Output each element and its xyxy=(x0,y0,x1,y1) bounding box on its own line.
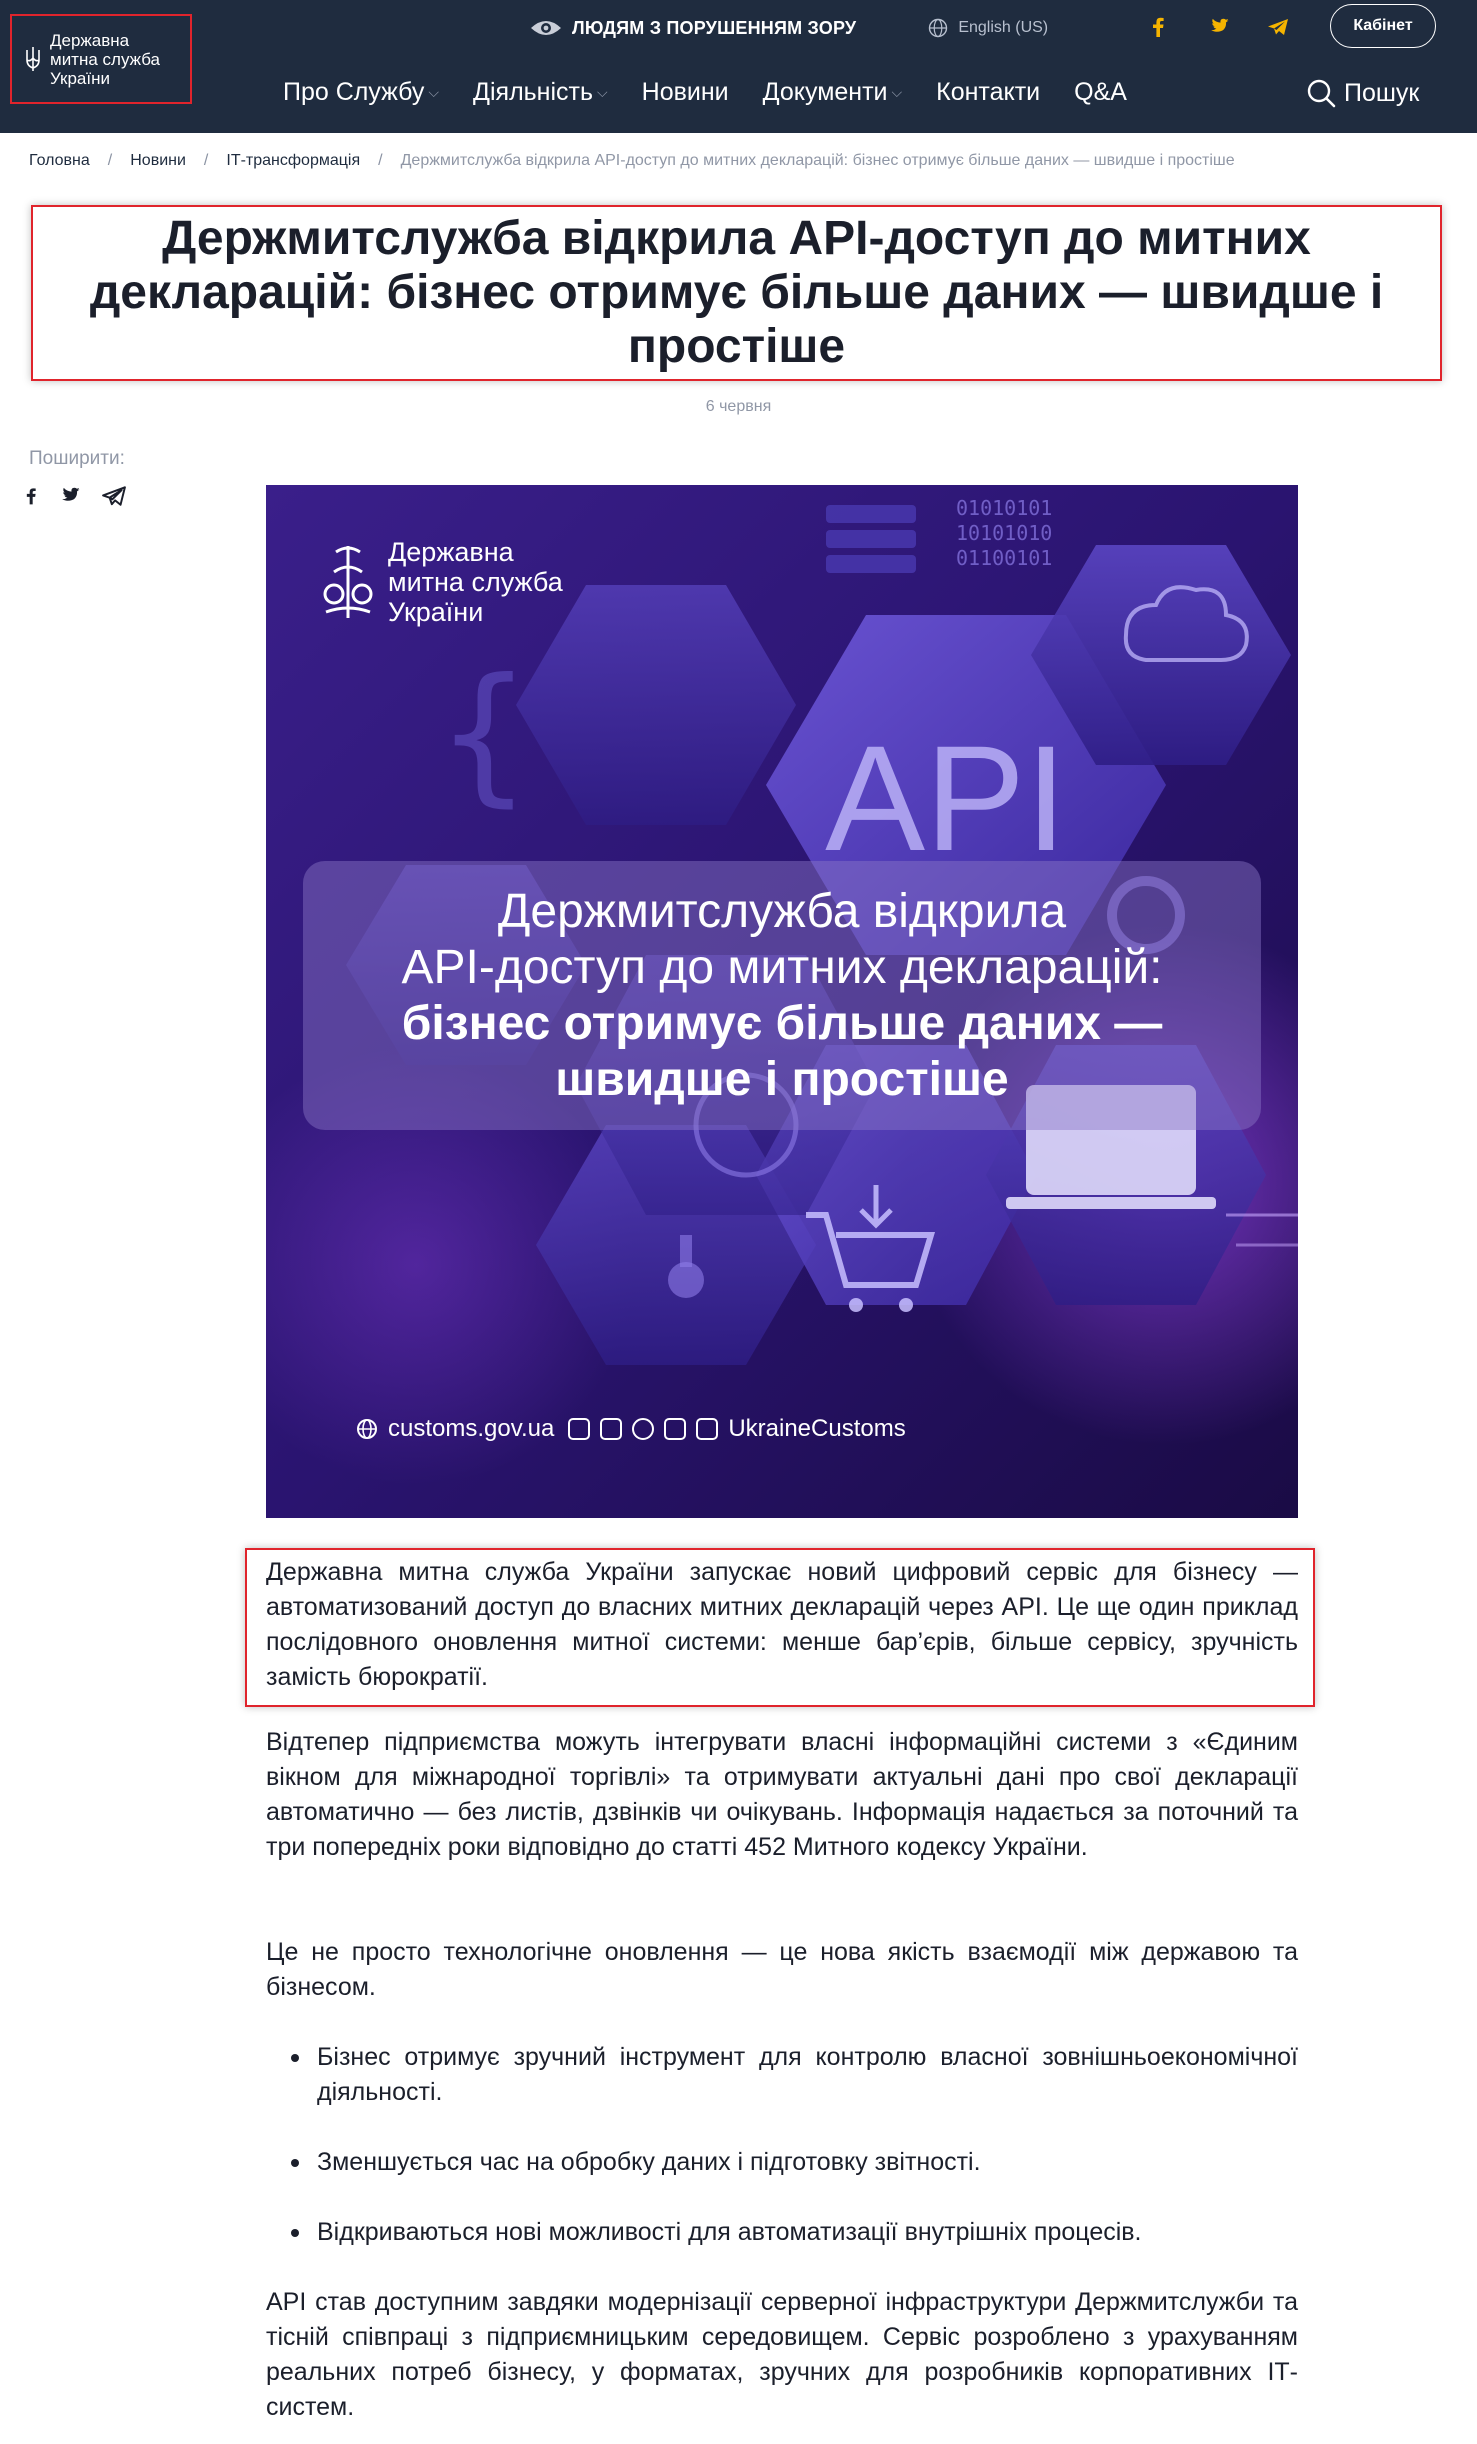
list-item: Зменшується час на обробку даних і підготовку звітності. xyxy=(266,2145,1298,2180)
nav-item-about[interactable]: Про Службу ⌵ xyxy=(283,78,440,106)
header-socials xyxy=(1147,16,1289,38)
article-hero-image xyxy=(266,485,1298,1518)
breadcrumb-separator: / xyxy=(203,152,209,169)
facebook-icon xyxy=(568,1418,590,1440)
facebook-icon[interactable] xyxy=(1147,16,1169,38)
list-item: Відкриваються нові можливості для автоматизації внутрішніх процесів. xyxy=(266,2215,1298,2250)
article-paragraph: Відтепер підприємства можуть інтегрувати власні інформаційні системи з «Єдиним вікном для міжнародної торгівлі» та отримувати актуальні дані про свої декларації автоматично — без листів, дзвінків чи очікувань. Інформація надається за поточний та три попередніх роки відповідно до статті 452 Митного кодексу України. xyxy=(266,1728,1298,1861)
hero-headline-card xyxy=(303,861,1261,1130)
article-date: 6 червня xyxy=(705,398,772,415)
main-nav xyxy=(283,78,1161,107)
whatsapp-icon xyxy=(632,1418,654,1440)
twitter-icon[interactable] xyxy=(1207,16,1229,38)
hero-headline-line: бізнес отримує більше даних — xyxy=(401,996,1163,1050)
nav-item-qa[interactable]: Q&A xyxy=(1074,78,1127,106)
header-top-bar xyxy=(530,12,1048,44)
globe-icon xyxy=(356,1418,378,1440)
telegram-icon[interactable] xyxy=(1267,16,1289,38)
language-switch[interactable] xyxy=(928,18,1048,38)
chevron-down-icon: ⌵ xyxy=(428,84,440,100)
breadcrumb-home[interactable]: Головна xyxy=(29,152,90,169)
article-bullet-list xyxy=(266,2040,1298,2285)
logo-text: Державна митна служба України xyxy=(50,30,161,88)
trident-icon xyxy=(24,46,42,72)
chevron-down-icon: ⌵ xyxy=(597,84,608,100)
customs-emblem-icon xyxy=(322,542,374,622)
hero-logo xyxy=(322,537,563,627)
share-icons xyxy=(26,486,126,511)
site-header xyxy=(0,0,1477,133)
breadcrumb-separator: / xyxy=(107,152,113,169)
svg-text:01010101: 01010101 xyxy=(956,496,1053,520)
share-label: Поширити: xyxy=(29,448,125,469)
breadcrumb-news[interactable]: Новини xyxy=(130,152,186,169)
article-title: Держмитслужба відкрила API-доступ до митних декларацій: бізнес отримує більше даних — швидше і простіше xyxy=(89,212,1384,373)
share-twitter-icon[interactable] xyxy=(58,487,80,510)
x-icon xyxy=(664,1418,686,1440)
list-item: Бізнес отримує зручний інструмент для контролю власної зовнішньоекономічної діяльності. xyxy=(266,2040,1298,2110)
share-facebook-icon[interactable] xyxy=(26,487,36,510)
accessibility-label: ЛЮДЯМ З ПОРУШЕННЯМ ЗОРУ xyxy=(572,17,857,38)
article-paragraph: Це не просто технологічне оновлення — це нова якість взаємодії між державою та бізнесом. xyxy=(266,1938,1298,2001)
hero-headline-line: API-доступ до митних декларацій: xyxy=(401,940,1163,994)
breadcrumb-current: Держмитслужба відкрила API-доступ до митних декларацій: бізнес отримує більше даних — швидше і простіше xyxy=(400,152,1235,169)
article-paragraph: Державна митна служба України запускає новий цифровий сервіс для бізнесу — автоматизований доступ до власних митних декларацій через API. Це ще один приклад послідовного оновлення митної системи: менше бар’єрів, більше сервісу, зручність замість бюрократії. xyxy=(266,1558,1298,1691)
instagram-icon xyxy=(600,1418,622,1440)
hero-logo-text: Державна митна служба України xyxy=(388,537,563,627)
accessibility-link[interactable] xyxy=(530,18,856,39)
hero-handle: UkraineCustoms xyxy=(728,1415,906,1442)
article-paragraph: API став доступним завдяки модернізації серверної інфраструктури Держмитслужби та тісній співпраці з підприємницьким середовищем. Сервіс розроблено з урахуванням реальних потреб бізнесу, у форматах, зручних для розробників корпоративних ІТ-систем. xyxy=(266,2288,1298,2421)
language-label: English (US) xyxy=(958,19,1049,36)
article-title-box xyxy=(31,205,1442,381)
nav-item-contacts[interactable]: Контакти xyxy=(936,78,1041,106)
hero-headline-line: Держмитслужба відкрила xyxy=(497,884,1067,938)
hero-api-text: API xyxy=(825,714,1067,882)
site-logo[interactable] xyxy=(10,14,192,104)
search-icon xyxy=(1306,78,1336,108)
share-telegram-icon[interactable] xyxy=(102,486,126,511)
svg-text:10101010: 10101010 xyxy=(956,521,1053,545)
breadcrumb xyxy=(29,152,1235,170)
telegram-icon xyxy=(696,1418,718,1440)
search-label: Пошук xyxy=(1344,78,1420,107)
cabinet-button[interactable]: Кабінет xyxy=(1330,4,1436,48)
svg-text:{: { xyxy=(436,647,532,821)
hero-site: customs.gov.ua xyxy=(388,1415,555,1442)
nav-item-news[interactable]: Новини xyxy=(641,78,729,106)
nav-item-activity[interactable]: Діяльність ⌵ xyxy=(473,78,608,106)
breadcrumb-separator: / xyxy=(378,152,383,169)
svg-text:01100101: 01100101 xyxy=(956,546,1053,570)
eye-icon xyxy=(530,19,562,37)
hero-headline-line: швидше і простіше xyxy=(555,1052,1009,1106)
globe-icon xyxy=(928,18,948,38)
chevron-down-icon: ⌵ xyxy=(891,84,903,100)
hero-footer xyxy=(356,1415,906,1443)
breadcrumb-it[interactable]: ІТ-трансформація xyxy=(226,152,361,169)
nav-item-documents[interactable]: Документи ⌵ xyxy=(762,78,903,106)
search-button[interactable] xyxy=(1306,78,1419,108)
